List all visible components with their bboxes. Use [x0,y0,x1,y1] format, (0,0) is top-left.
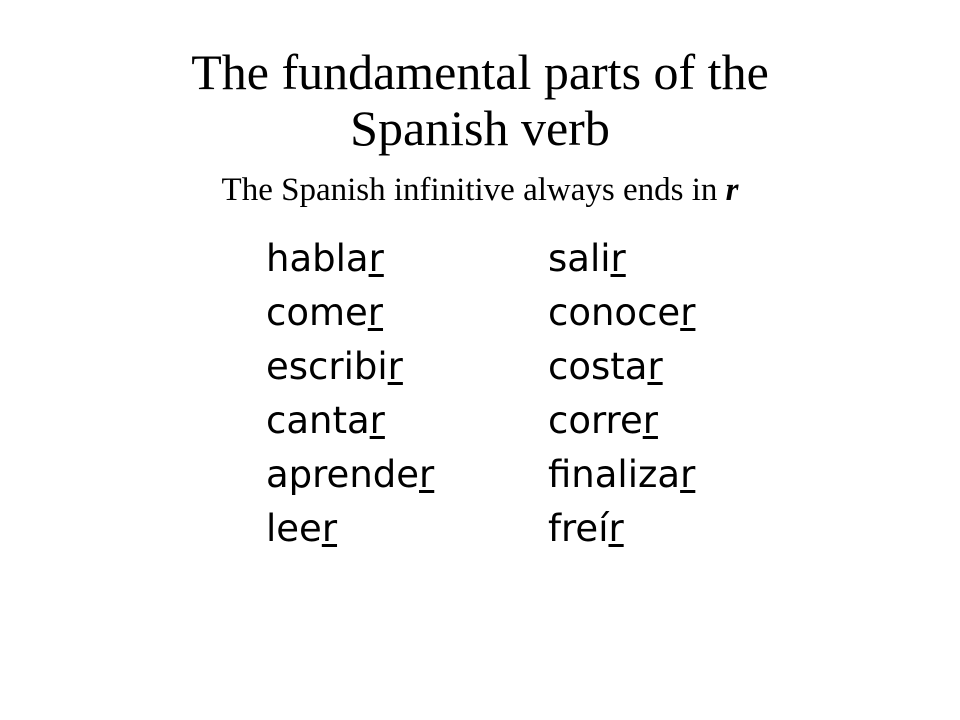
verb-stem: lee [266,507,322,550]
title-line-1: The fundamental parts of the [191,44,769,100]
verb-ending: r [680,453,696,496]
verb-ending: r [367,291,384,334]
verb-item [548,340,695,394]
verb-item [266,394,434,448]
verb-stem: finaliza [548,453,681,496]
verb-ending: r [647,345,663,388]
verb-ending: r [610,237,626,280]
verb-stem: costa [548,345,648,388]
verb-stem: habla [266,237,369,280]
verb-stem: escribi [266,345,388,388]
verb-ending: r [642,399,658,442]
verb-stem: corre [548,399,643,442]
verb-ending: r [419,453,435,496]
verb-item [266,502,434,556]
verb-ending: r [369,399,385,442]
verb-item [266,286,434,340]
verb-ending: r [387,345,403,388]
verb-stem: aprende [266,453,420,496]
verb-stem: freí [548,507,609,550]
subtitle-emphasis: r [725,172,739,208]
title-line-2: Spanish verb [350,100,610,156]
verb-item [266,448,434,502]
slide-subtitle [0,170,960,210]
verb-item [548,394,695,448]
verb-ending: r [368,237,384,280]
verb-stem: sali [548,237,611,280]
verb-stem: canta [266,399,370,442]
verb-item [266,340,434,394]
verb-item [266,232,434,286]
verb-item [548,502,695,556]
verb-ending: r [680,291,696,334]
verb-column-left [266,232,434,556]
verb-item [548,286,695,340]
subtitle-text: The Spanish infinitive always ends in [221,172,726,208]
verb-column-right [548,232,695,556]
verb-stem: come [266,291,368,334]
slide-title [0,44,960,156]
verb-ending: r [321,507,338,550]
verb-item [548,232,695,286]
verb-stem: conoce [548,291,681,334]
verb-item [548,448,695,502]
verb-ending: r [608,507,624,550]
